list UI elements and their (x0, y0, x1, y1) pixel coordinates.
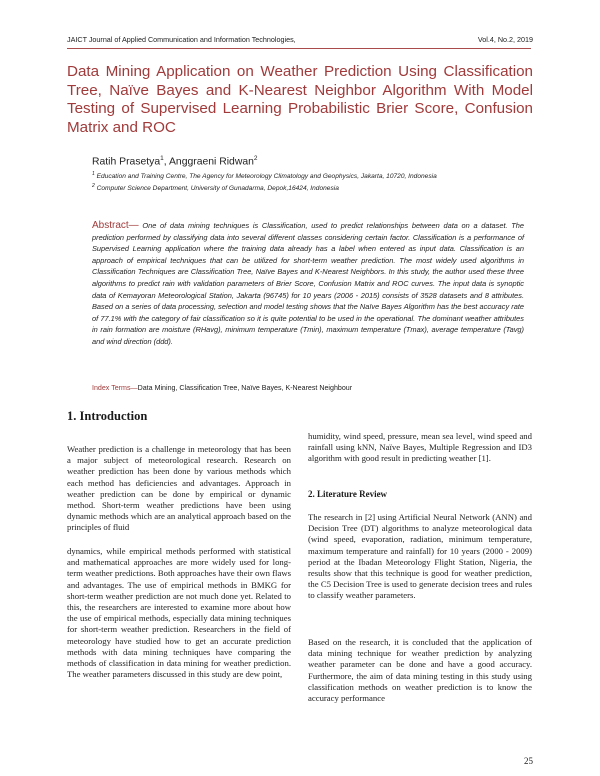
author-list (92, 155, 258, 167)
index-terms-label: Index Terms— (92, 384, 138, 392)
author-affiliation-mark: 2 (253, 155, 258, 162)
body-paragraph: Based on the research, it is concluded that the application of data mining technique for weather prediction by analyzing weather parameter can be done and have a good accuracy. Furthermore, the aim of data mining testing in this study using classification methods on weather prediction is to know the accuracy performance (308, 637, 532, 704)
abstract-text: One of data mining techniques is Classification, used to predict relationships between data on a dataset. The prediction performed by classifying data into several different classes considering certain factor. Classification is a performance of Supervised Learning application where the training data already has a label when entered as input data. Classification is an approach of empirical techniques that can be utilized for short-term weather prediction. The most widely used algorithms in Classification Techniques are Classification Tree, Naïve Bayes and K-Nearest Neighbors. In this study, the author used these three algorithms to predict rain with validation parameters of Brier Score, Confusion Matrix and ROC curves. The input data is synoptic data of Kemayoran Meteorological Station, Jakarta (96745) for 10 years (2006 - 2015) consists of 3528 datasets and 8 attributes. Based on a series of data processing, selection and model testing shows that the Naïve Bayes Algorithm has the best accuracy rate of 77.1% with the category of fair classification so it is quite potential to be used in the operational. The dominant weather attributes in rain formation are moisture (RHavg), minimum temperature (Tmin), maximum temperature (Tmax), average temperature (Tavg) and wind direction (ddd). (92, 221, 524, 346)
body-paragraph: humidity, wind speed, pressure, mean sea level, wind speed and rainfall using kNN, Naïve Bayes, Multiple Regression and ID3 algorithm with good result in predicting weather [1]. (308, 431, 532, 464)
section-heading-literature-review: 2. Literature Review (308, 489, 388, 499)
paper-title: Data Mining Application on Weather Prediction Using Classification Tree, Naïve Bayes and K-Nearest Neighbor Algorithm With Model Testing of Supervised Learning Probabilistic Brier Score, Confusion Matrix and ROC (67, 63, 533, 136)
body-paragraph: dynamics, while empirical methods performed with statistical and mathematical approaches are more widely used for long-term weather predictions. Both approaches have their own flaws and advantages. The use of empirical methods in BMKG for short-term weather prediction are not much done yet. Related to this, the researchers are interested to examine more about how the use of empirical methods, especially data mining techniques for short-term weather prediction. Researchers in the field of meteorology have studied how to get an accurate prediction methods with data mining techniques have comparing the methods of classification in data mining for weather prediction. The weather parameters discussed in this study are dew point, (67, 546, 291, 680)
affiliation-mark: 2 (92, 183, 95, 189)
index-terms-text: Data Mining, Classification Tree, Naïve Bayes, K-Nearest Neighbour (137, 384, 353, 392)
index-terms (92, 384, 352, 392)
author-name: Ratih Prasetya (92, 156, 161, 168)
author-separator: , (163, 156, 169, 168)
affiliation-text: Education and Training Centre, The Agency for Meteorology Climatology and Geophysics, Jakarta, 10720, Indonesia (94, 173, 437, 181)
body-paragraph: Weather prediction is a challenge in meteorology that has been a major subject of meteorological research. Research on weather prediction has been done by various methods which each method has deficiencies and advantages. Approach in weather prediction can be done by empirical or dynamic method. Short-term weather predictions have been using dynamic methods which are an analytical approach based on the principles of fluid (67, 444, 291, 533)
section-heading-introduction: 1. Introduction (67, 409, 148, 423)
author-affiliation-mark: 1 (160, 155, 164, 162)
body-paragraph: The research in [2] using Artificial Neural Network (ANN) and Decision Tree (DT) algorithms to analyze meteorological data (wind speed, evaporation, radiation, minimum temperature, maximum temperature and rainfall) for 10 years (2000 - 2009) period at the Ibadan Meteorology Flight Station, Nigeria, the results show that this technique is good for weather prediction, the C5 Decision Tree is used to generate decision trees and rules to classify weather parameters. (308, 512, 532, 601)
abstract (92, 220, 524, 348)
journal-header: JAICT Journal of Applied Communication and Information Technologies, (67, 35, 296, 44)
page-number: 25 (524, 756, 533, 766)
affiliation-mark: 1 (92, 171, 95, 177)
header-divider (67, 48, 531, 49)
affiliation (92, 183, 339, 192)
author-name: Anggraeni Ridwan (168, 156, 254, 168)
volume-info: Vol.4, No.2, 2019 (477, 35, 533, 44)
abstract-label: Abstract— (92, 220, 139, 231)
affiliation-text: Computer Science Department, University of Gunadarma, Depok,16424, Indonesia (94, 185, 339, 193)
affiliation (92, 171, 437, 180)
